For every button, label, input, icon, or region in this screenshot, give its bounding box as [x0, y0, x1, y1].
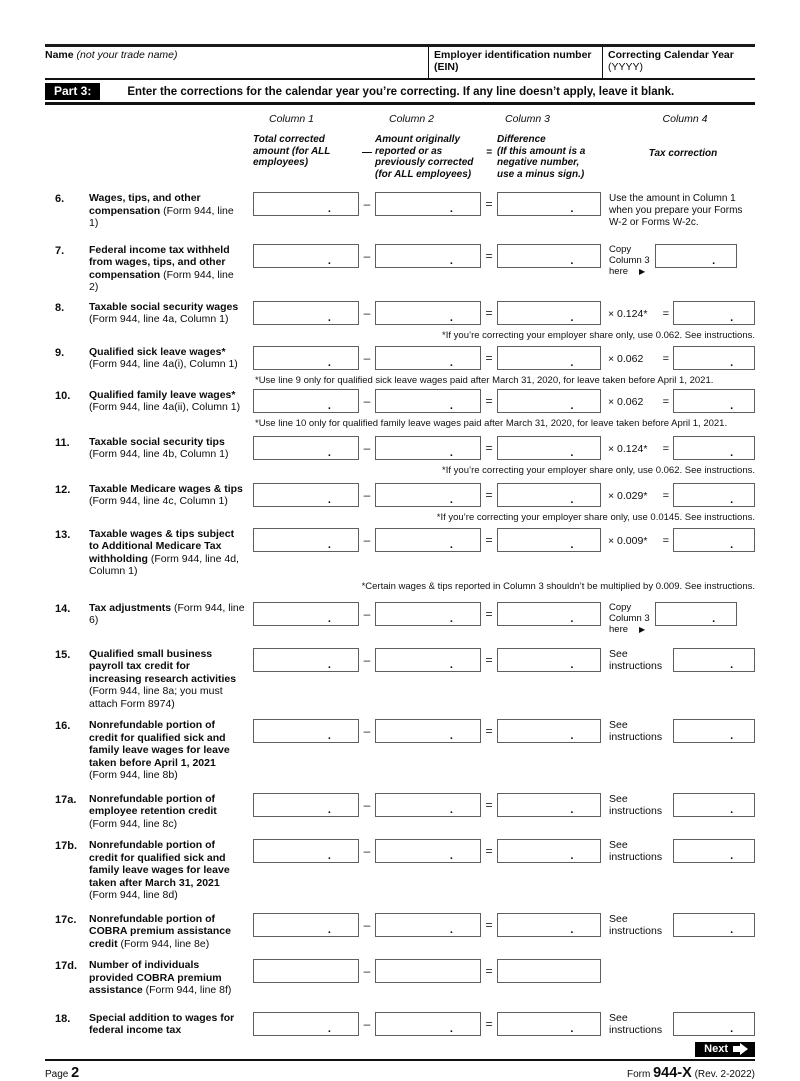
decimal-point: .	[327, 203, 331, 215]
form-identifier: Form 944-X (Rev. 2-2022)	[626, 1065, 755, 1081]
line-number: 11.	[55, 436, 70, 449]
minus-sign: –	[363, 797, 371, 812]
part3-header	[45, 83, 755, 105]
decimal-point: .	[730, 658, 734, 671]
form-row-line17d	[45, 959, 755, 997]
multiplier-text: × 0.062	[608, 352, 644, 365]
form-row-line11	[45, 436, 755, 476]
line15-col4-input[interactable]	[673, 648, 755, 672]
next-button-label: Next	[704, 1042, 728, 1055]
multiplier-text: × 0.009*	[608, 534, 648, 547]
decimal-point: .	[570, 730, 574, 742]
line11-col3-input[interactable]	[497, 436, 601, 460]
minus-sign: –	[363, 964, 371, 978]
minus-sign: –	[363, 1016, 371, 1031]
equals-sign: =	[485, 487, 493, 502]
line17b-col3-input[interactable]	[497, 839, 601, 863]
equals-sign: =	[485, 440, 493, 455]
equals-sign: =	[662, 307, 669, 320]
column1-description: Total corrected amount (for ALL employees)	[253, 134, 331, 168]
column3-description: Difference (If this amount is a negative number, use a minus sign.)	[497, 134, 586, 180]
minus-sign: –	[363, 440, 371, 455]
line18-col4-input[interactable]	[673, 1012, 755, 1036]
line14-copy-zone	[601, 602, 755, 635]
minus-sign: –	[363, 248, 371, 263]
form-row-line14	[45, 602, 755, 635]
copy-column3-here-text: Copy Column 3 here ▶	[609, 243, 650, 277]
line12-col2-input[interactable]	[375, 483, 481, 507]
form-row-line9	[45, 346, 755, 386]
column1-label: Column 1	[269, 113, 314, 125]
line-number: 17d.	[55, 960, 78, 972]
see-instructions-text: See instructions	[609, 912, 663, 937]
line12-multiplier-zone	[601, 483, 755, 509]
line16-col1-input[interactable]	[253, 719, 359, 743]
decimal-point: .	[570, 850, 574, 862]
line9-col4-input[interactable]	[673, 346, 755, 370]
column4-description: Tax correction	[648, 148, 718, 159]
line-number: 6.	[55, 193, 65, 205]
decimal-point: .	[570, 399, 574, 412]
line18-col3-input[interactable]	[497, 1012, 601, 1036]
line12-col4-input[interactable]	[673, 483, 755, 507]
line7-copy-zone	[601, 244, 755, 277]
line17d-col3-input[interactable]	[497, 959, 601, 983]
line16-col2-input[interactable]	[375, 719, 481, 743]
line8-col4-input[interactable]	[673, 301, 755, 325]
line-number: 17a.	[55, 793, 77, 806]
decimal-point: .	[449, 730, 453, 742]
line11-col1-input[interactable]	[253, 436, 359, 460]
decimal-point: .	[449, 923, 453, 936]
line11-col2-input[interactable]	[375, 436, 481, 460]
minus-sign: –	[363, 487, 371, 502]
decimal-point: .	[449, 1022, 453, 1035]
line-number: 15.	[55, 648, 71, 661]
page-footer	[45, 1065, 755, 1081]
decimal-point: .	[449, 311, 453, 324]
decimal-point: .	[730, 850, 734, 862]
decimal-point: .	[570, 658, 574, 671]
equals-sign: =	[485, 393, 493, 408]
line15-col3-input[interactable]	[497, 648, 601, 672]
decimal-point: .	[730, 311, 734, 324]
see-instructions-text: See instructions	[609, 839, 663, 863]
see-instructions-text: See instructions	[609, 719, 663, 743]
line17b-col1-input[interactable]	[253, 839, 359, 863]
line15-col1-input[interactable]	[253, 648, 359, 672]
line6-note: Use the amount in Column 1 when you prepare your Forms W-2 or Forms W-2c.	[609, 193, 743, 228]
form-row-line17c	[45, 913, 755, 951]
decimal-point: .	[730, 356, 734, 369]
line17d-col2-input[interactable]	[375, 959, 481, 983]
equals-sign: =	[662, 352, 669, 365]
decimal-point: .	[327, 658, 331, 671]
minus-sign: –	[363, 305, 371, 320]
decimal-point: .	[570, 356, 574, 369]
equals-sign: =	[662, 442, 669, 455]
bottom-rule	[45, 1059, 755, 1062]
equals-sign: =	[662, 395, 669, 408]
decimal-point: .	[712, 254, 716, 267]
line13-col3-input[interactable]	[497, 528, 601, 552]
line16-col4-input[interactable]	[673, 719, 755, 743]
line17a-col2-input[interactable]	[375, 793, 481, 817]
equals-sign: =	[662, 489, 669, 502]
line-label: Taxable social security tips (Form 944, line 4b, Column 1)	[89, 435, 229, 460]
line-number: 17b.	[55, 840, 78, 852]
decimal-point: .	[327, 612, 331, 625]
decimal-point: .	[570, 612, 574, 625]
line17a-col1-input[interactable]	[253, 793, 359, 817]
decimal-point: .	[730, 1022, 734, 1035]
minus-sign: –	[363, 917, 371, 932]
line9-col1-input[interactable]	[253, 346, 359, 370]
ein-field[interactable]	[428, 47, 602, 78]
line12-footnote: *If you’re correcting your employer share only, use 0.0145. See instructions.	[436, 511, 755, 523]
column2-label: Column 2	[389, 113, 434, 125]
minus-sign: –	[363, 197, 371, 211]
line17c-see-zone	[601, 913, 755, 937]
decimal-point: .	[449, 493, 453, 506]
form-row-line12	[45, 483, 755, 523]
line9-col2-input[interactable]	[375, 346, 481, 370]
line17a-col3-input[interactable]	[497, 793, 601, 817]
line6-col3-input[interactable]	[497, 192, 601, 216]
line11-multiplier-zone	[601, 436, 755, 462]
equals-sign: =	[485, 797, 493, 812]
line-label: Special addition to wages for federal income tax	[89, 1011, 235, 1036]
line-label: Nonrefundable portion of employee retention credit (Form 944, line 8c)	[89, 792, 217, 830]
line15-see-zone	[601, 648, 755, 672]
name-label: Name	[45, 49, 74, 61]
minus-sign: –	[363, 606, 371, 621]
decimal-point: .	[570, 254, 574, 267]
line6-col2-input[interactable]	[375, 192, 481, 216]
decimal-point: .	[327, 399, 331, 412]
year-hint: (YYYY)	[608, 61, 644, 73]
form-row-line8	[45, 301, 755, 341]
decimal-point: .	[730, 730, 734, 742]
line8-col2-input[interactable]	[375, 301, 481, 325]
multiplier-text: × 0.062	[608, 395, 644, 408]
see-instructions-text: See instructions	[609, 792, 663, 817]
equals-sign: =	[485, 652, 493, 667]
decimal-point: .	[730, 446, 734, 459]
decimal-point: .	[570, 1022, 574, 1035]
equals-sign: =	[485, 197, 493, 211]
right-arrow-icon: ▶	[639, 266, 646, 276]
line17c-col2-input[interactable]	[375, 913, 481, 937]
line-number: 14.	[55, 602, 71, 615]
line-number: 13.	[55, 528, 71, 541]
decimal-point: .	[449, 612, 453, 625]
line10-footnote: *Use line 10 only for qualified family leave wages paid after March 31, 2020, for leave taken before April 1, 2021.	[255, 417, 728, 429]
header-equals-sign: =	[486, 147, 492, 158]
line6-col1-input[interactable]	[253, 192, 359, 216]
line-label: Qualified sick leave wages* (Form 944, line 4a(i), Column 1)	[89, 345, 238, 370]
multiplier-text: × 0.124*	[608, 307, 648, 320]
line10-col3-input[interactable]	[497, 389, 601, 413]
page-number: Page 2	[45, 1065, 80, 1081]
line-label: Nonrefundable portion of credit for qualified sick and family leave wages for leave taken after March 31, 2021 (Form 944, line 8d)	[89, 839, 230, 901]
decimal-point: .	[730, 399, 734, 412]
line-label: Nonrefundable portion of credit for qualified sick and family leave wages for leave taken before April 1, 2021 (Form 944, line 8b)	[89, 719, 230, 781]
see-instructions-text: See instructions	[609, 1011, 663, 1036]
line10-col4-input[interactable]	[673, 389, 755, 413]
decimal-point: .	[449, 254, 453, 267]
form-row-line6	[45, 192, 755, 230]
decimal-point: .	[449, 203, 453, 215]
decimal-point: .	[327, 538, 331, 551]
decimal-point: .	[449, 850, 453, 862]
decimal-point: .	[327, 1022, 331, 1035]
line-number: 12.	[55, 483, 71, 496]
minus-sign: –	[363, 724, 371, 738]
line17c-col4-input[interactable]	[673, 913, 755, 937]
line7-col1-input[interactable]	[253, 244, 359, 268]
decimal-point: .	[730, 923, 734, 936]
equals-sign: =	[485, 248, 493, 263]
line14-col2-input[interactable]	[375, 602, 481, 626]
equals-sign: =	[485, 532, 493, 547]
line13-multiplier-zone	[601, 528, 755, 554]
next-arrow-icon	[740, 1043, 748, 1055]
multiplier-text: × 0.124*	[608, 442, 648, 455]
decimal-point: .	[449, 658, 453, 671]
decimal-point: .	[327, 446, 331, 459]
name-field[interactable]	[45, 47, 428, 78]
year-label: Correcting Calendar Year	[608, 49, 734, 61]
minus-sign: –	[363, 652, 371, 667]
line17d-col1-input[interactable]	[253, 959, 359, 983]
form-row-line16	[45, 719, 755, 782]
line8-multiplier-zone	[601, 301, 755, 327]
line-label: Tax adjustments (Form 944, line 6)	[89, 601, 245, 626]
line8-footnote: *If you’re correcting your employer share only, use 0.062. See instructions.	[442, 329, 755, 341]
decimal-point: .	[570, 311, 574, 324]
column-labels	[45, 113, 755, 125]
line10-col1-input[interactable]	[253, 389, 359, 413]
line13-footnote: *Certain wages & tips reported in Column 3 shouldn’t be multiplied by 0.009. See instructions.	[361, 580, 755, 592]
line17b-see-zone	[601, 839, 755, 863]
column2-description: Amount originally reported or as previously corrected (for ALL employees)	[375, 134, 474, 180]
decimal-point: .	[570, 803, 574, 816]
equals-sign: =	[485, 917, 493, 932]
line-label: Federal income tax withheld from wages, tips, and other compensation (Form 944, line 2)	[89, 243, 234, 293]
line7-col3-input[interactable]	[497, 244, 601, 268]
line-number: 9.	[55, 346, 65, 359]
line9-col3-input[interactable]	[497, 346, 601, 370]
form-row-line17a	[45, 793, 755, 831]
line18-col1-input[interactable]	[253, 1012, 359, 1036]
line8-col1-input[interactable]	[253, 301, 359, 325]
line17a-see-zone	[601, 793, 755, 817]
line9-footnote: *Use line 9 only for qualified sick leave wages paid after March 31, 2020, for leave taken before April 1, 2021.	[255, 374, 714, 386]
line-label: Number of individuals provided COBRA premium assistance (Form 944, line 8f)	[89, 959, 232, 996]
equals-sign: =	[485, 350, 493, 365]
decimal-point: .	[570, 446, 574, 459]
line-number: 16.	[55, 720, 71, 732]
decimal-point: .	[327, 850, 331, 862]
line14-col4-input[interactable]	[655, 602, 737, 626]
form-page	[0, 44, 800, 1079]
copy-column3-here-text: Copy Column 3 here ▶	[609, 601, 650, 635]
decimal-point: .	[449, 399, 453, 412]
decimal-point: .	[570, 538, 574, 551]
line7-col4-input[interactable]	[655, 244, 737, 268]
line16-col3-input[interactable]	[497, 719, 601, 743]
line17b-col4-input[interactable]	[673, 839, 755, 863]
decimal-point: .	[570, 493, 574, 506]
line-label: Qualified family leave wages* (Form 944, line 4a(ii), Column 1)	[89, 388, 241, 413]
line12-col3-input[interactable]	[497, 483, 601, 507]
line11-footnote: *If you’re correcting your employer share only, use 0.062. See instructions.	[442, 464, 755, 476]
equals-sign: =	[662, 534, 669, 547]
decimal-point: .	[327, 730, 331, 742]
decimal-point: .	[327, 311, 331, 324]
header-minus-sign: —	[362, 147, 372, 158]
form-row-line7	[45, 244, 755, 294]
form-row-line13	[45, 528, 755, 592]
line18-col2-input[interactable]	[375, 1012, 481, 1036]
equals-sign: =	[485, 844, 493, 858]
multiplier-text: × 0.029*	[608, 489, 648, 502]
line17b-col2-input[interactable]	[375, 839, 481, 863]
decimal-point: .	[730, 493, 734, 506]
line8-col3-input[interactable]	[497, 301, 601, 325]
decimal-point: .	[327, 493, 331, 506]
line-label: Taxable Medicare wages & tips (Form 944, line 4c, Column 1)	[89, 482, 243, 507]
line12-col1-input[interactable]	[253, 483, 359, 507]
form-row-line18	[45, 1012, 755, 1037]
decimal-point: .	[327, 254, 331, 267]
line17a-col4-input[interactable]	[673, 793, 755, 817]
line13-col4-input[interactable]	[673, 528, 755, 552]
minus-sign: –	[363, 532, 371, 547]
line-label: Wages, tips, and other compensation (Form 944, line 1)	[89, 192, 234, 229]
line-number: 17c.	[55, 913, 77, 926]
decimal-point: .	[570, 203, 574, 215]
line17c-col3-input[interactable]	[497, 913, 601, 937]
minus-sign: –	[363, 393, 371, 408]
decimal-point: .	[730, 538, 734, 551]
line14-col3-input[interactable]	[497, 602, 601, 626]
equals-sign: =	[485, 305, 493, 320]
form-row-line15	[45, 648, 755, 711]
line-label: Taxable wages & tips subject to Additional Medicare Tax withholding (Form 944, line 4d, Column 1)	[89, 527, 239, 577]
decimal-point: .	[327, 923, 331, 936]
line-number: 7.	[55, 244, 65, 257]
decimal-point: .	[327, 803, 331, 816]
part3-title: Enter the corrections for the calendar year you’re correcting. If any line doesn’t apply, leave it blank.	[127, 85, 675, 98]
line13-col1-input[interactable]	[253, 528, 359, 552]
line7-col2-input[interactable]	[375, 244, 481, 268]
minus-sign: –	[363, 844, 371, 858]
line-label: Nonrefundable portion of COBRA premium assistance credit (Form 944, line 8e)	[89, 912, 231, 950]
line-label: Taxable social security wages (Form 944, line 4a, Column 1)	[89, 300, 239, 325]
ein-label: Employer identification number (EIN)	[434, 49, 592, 73]
line-number: 8.	[55, 301, 65, 314]
line16-see-zone	[601, 719, 755, 743]
equals-sign: =	[485, 1016, 493, 1031]
next-button[interactable]	[695, 1042, 755, 1057]
form-row-line17b	[45, 839, 755, 902]
right-arrow-icon: ▶	[639, 624, 646, 634]
decimal-point: .	[327, 356, 331, 369]
minus-sign: –	[363, 350, 371, 365]
form-row-line10	[45, 389, 755, 429]
column4-label: Column 4	[662, 113, 708, 125]
decimal-point: .	[449, 356, 453, 369]
calendar-year-field[interactable]	[602, 47, 755, 78]
decimal-point: .	[449, 538, 453, 551]
line11-col4-input[interactable]	[673, 436, 755, 460]
column-descriptions	[45, 134, 755, 180]
part3-badge: Part 3:	[45, 83, 100, 100]
name-hint: (not your trade name)	[76, 49, 178, 61]
identity-header	[45, 47, 755, 80]
line-number: 18.	[55, 1012, 71, 1025]
decimal-point: .	[449, 446, 453, 459]
next-arrow-icon	[733, 1046, 740, 1052]
decimal-point: .	[730, 803, 734, 816]
equals-sign: =	[485, 606, 493, 621]
decimal-point: .	[449, 803, 453, 816]
line15-col2-input[interactable]	[375, 648, 481, 672]
see-instructions-text: See instructions	[609, 647, 663, 672]
line18-see-zone	[601, 1012, 755, 1036]
line17c-col1-input[interactable]	[253, 913, 359, 937]
line10-col2-input[interactable]	[375, 389, 481, 413]
equals-sign: =	[485, 724, 493, 738]
line9-multiplier-zone	[601, 346, 755, 372]
line13-col2-input[interactable]	[375, 528, 481, 552]
line10-multiplier-zone	[601, 389, 755, 415]
equals-sign: =	[485, 964, 493, 978]
line-number: 10.	[55, 389, 71, 402]
line14-col1-input[interactable]	[253, 602, 359, 626]
line-label: Qualified small business payroll tax credit for increasing research activities (Form 944, line 8a; you must attach Form 8974)	[89, 647, 237, 710]
decimal-point: .	[712, 612, 716, 625]
decimal-point: .	[570, 923, 574, 936]
column3-label: Column 3	[505, 113, 550, 125]
